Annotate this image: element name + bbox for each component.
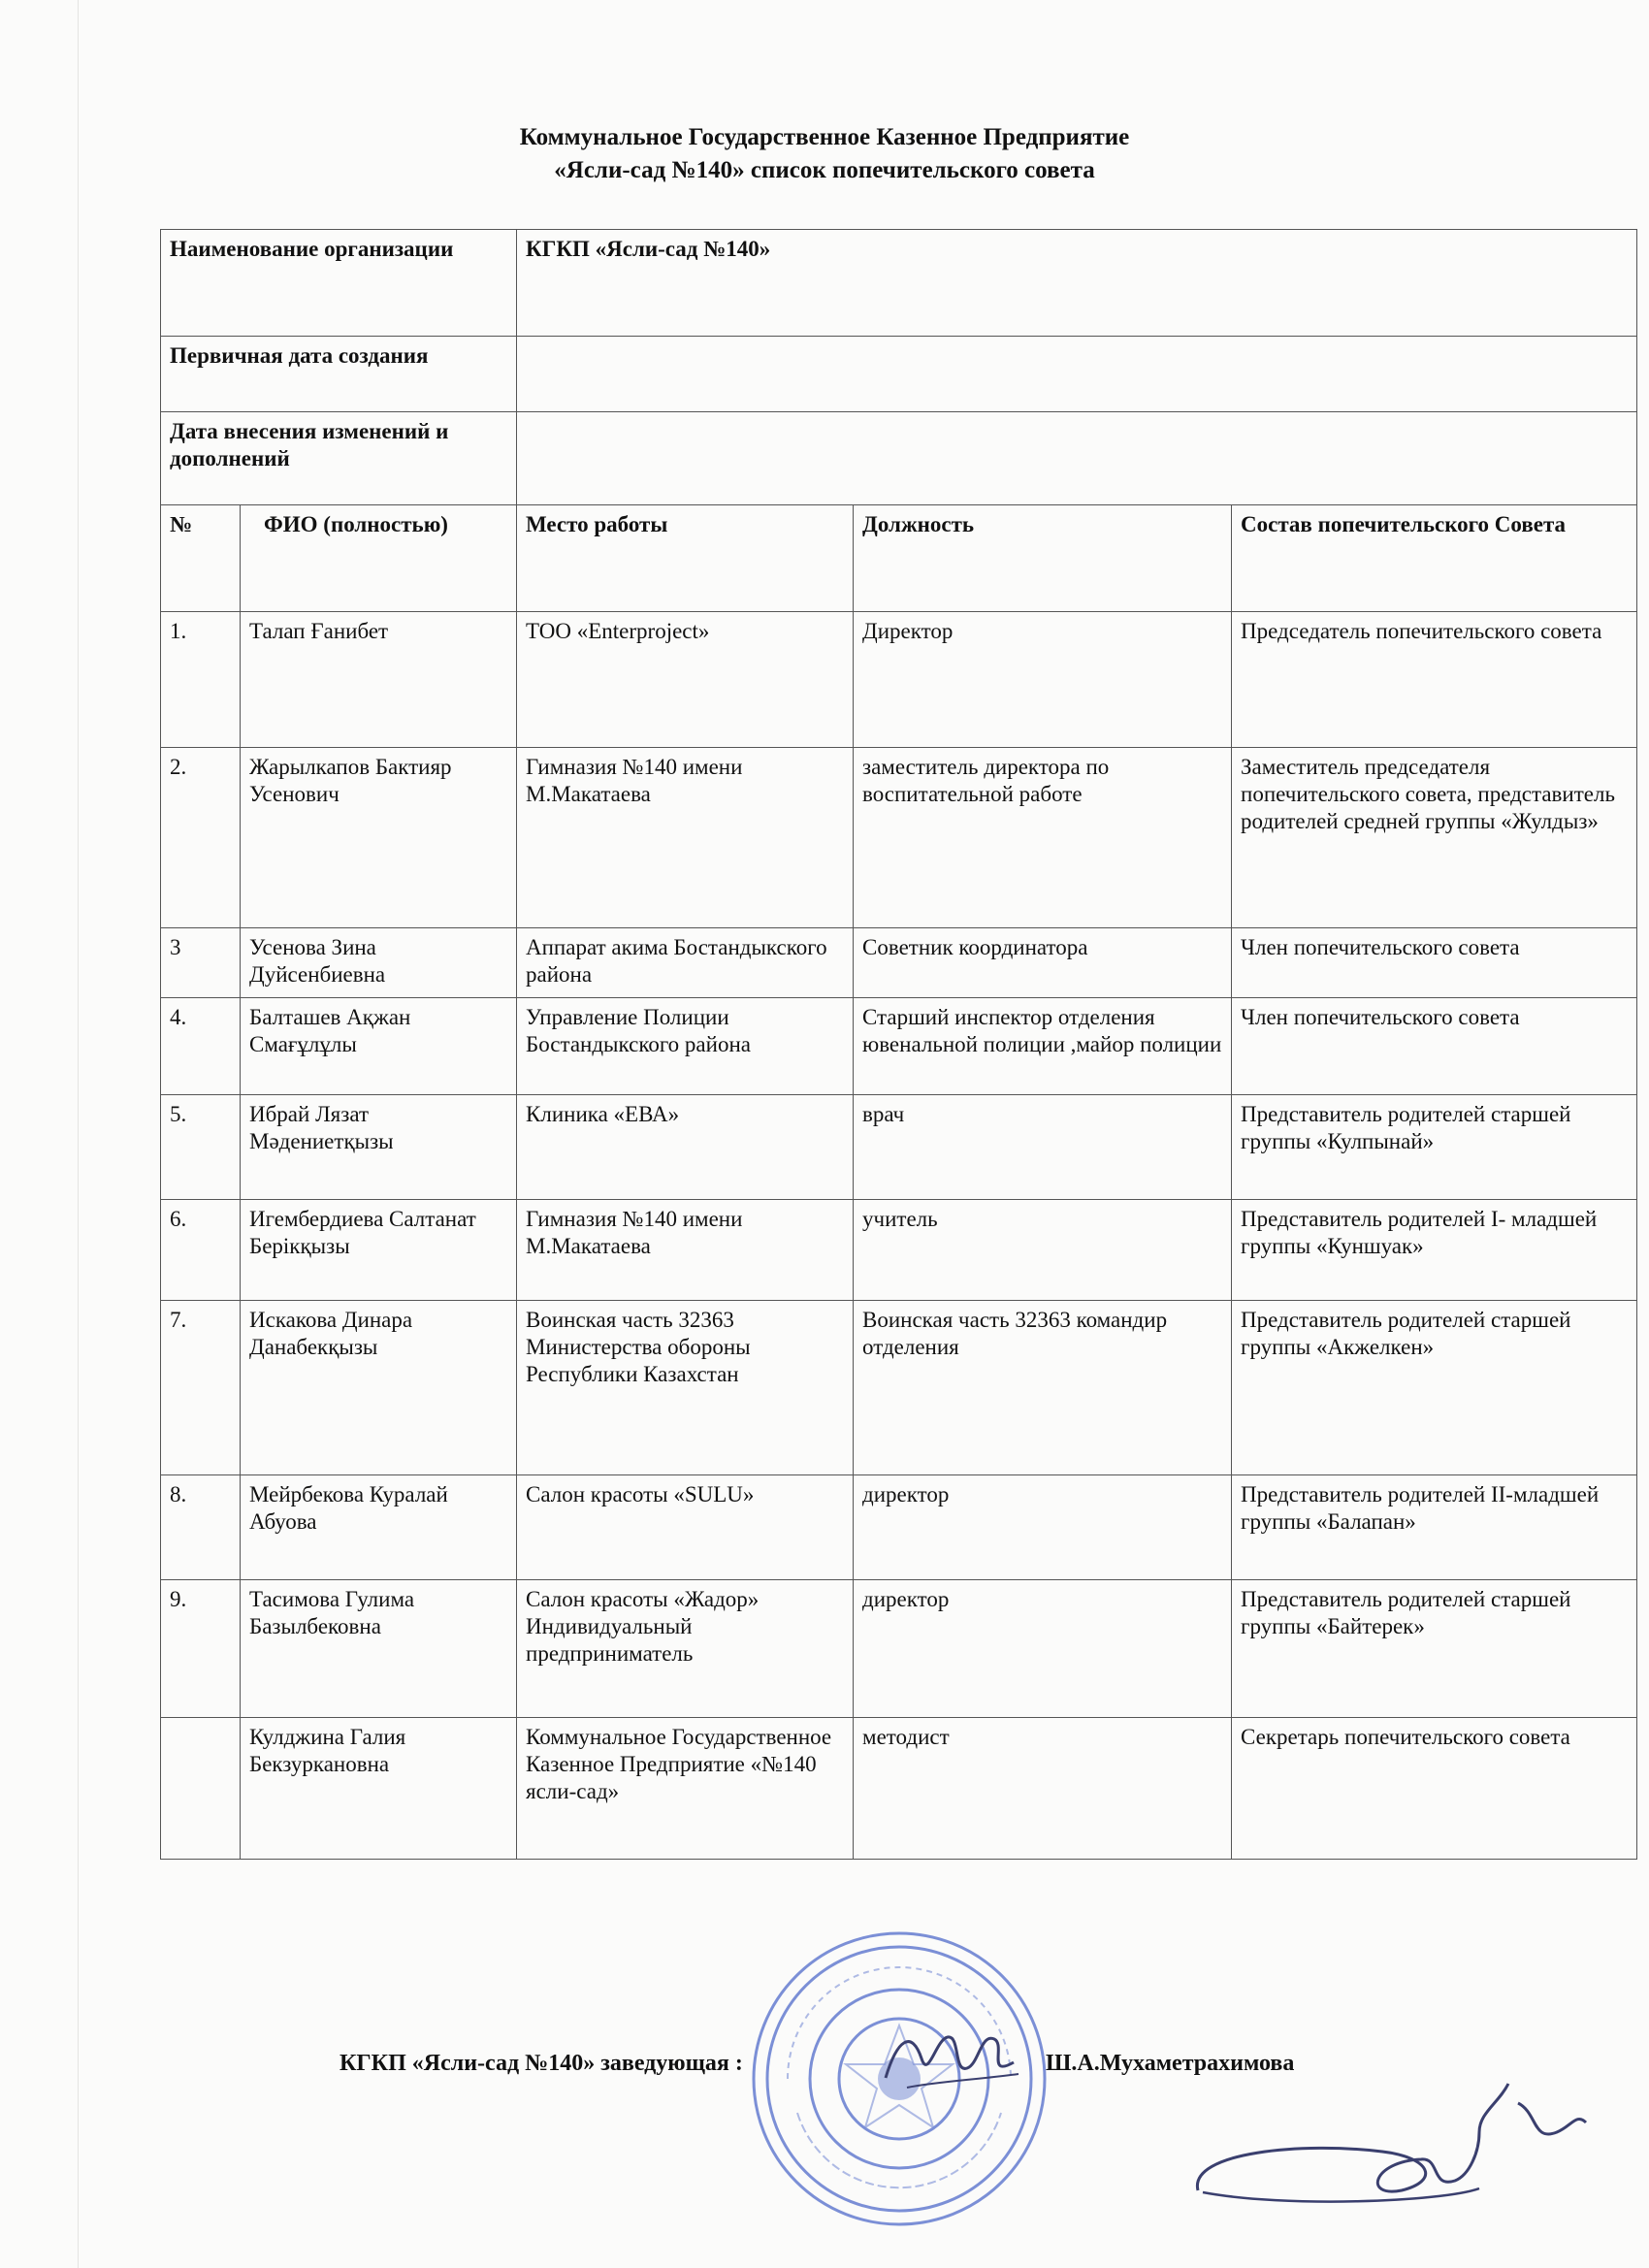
row-position: Воинская часть 32363 командир отделения: [854, 1301, 1232, 1475]
row-role: Представитель родителей II-младшей группы «Балапан»: [1232, 1475, 1637, 1580]
table-row: [161, 1200, 1637, 1301]
row-num: 5.: [161, 1095, 241, 1200]
row-work: Клиника «ЕВА»: [517, 1095, 854, 1200]
row-position: Советник координатора: [854, 928, 1232, 998]
row-work: Воинская часть 32363 Министерства обороны Республики Казахстан: [517, 1301, 854, 1475]
row-position: методист: [854, 1718, 1232, 1860]
table-row: [161, 1301, 1637, 1475]
col-header-fio: ФИО (полностью): [241, 505, 517, 612]
row-fio: Мейрбекова Куралай Абуова: [241, 1475, 517, 1580]
row-fio: Игембердиева Салтанат Берікқызы: [241, 1200, 517, 1301]
row-num: [161, 1718, 241, 1860]
col-header-work: Место работы: [517, 505, 854, 612]
row-position: Старший инспектор отделения ювенальной полиции ,майор полиции: [854, 998, 1232, 1095]
row-role: Представитель родителей I- младшей группы «Куншуак»: [1232, 1200, 1637, 1301]
row-role: Член попечительского совета: [1232, 928, 1637, 998]
document-title-line-2: «Ясли-сад №140» список попечительского совета: [554, 157, 1095, 183]
row-work: Салон красоты «SULU»: [517, 1475, 854, 1580]
table-row: [161, 748, 1637, 928]
second-signature-icon: [1188, 2074, 1596, 2219]
scan-edge-line: [78, 0, 79, 2268]
table-row: [161, 1475, 1637, 1580]
row-role: Секретарь попечительского совета: [1232, 1718, 1637, 1860]
council-table: [160, 229, 1637, 1860]
column-header-row: [161, 505, 1637, 612]
table-row: [161, 612, 1637, 748]
row-position: директор: [854, 1475, 1232, 1580]
row-work: Салон красоты «Жадор» Индивидуальный предприниматель: [517, 1580, 854, 1718]
row-fio: Балташев Ақжан Смағұлұлы: [241, 998, 517, 1095]
col-header-position: Должность: [854, 505, 1232, 612]
created-date-value: [517, 337, 1637, 412]
org-name-value: КГКП «Ясли-сад №140»: [517, 230, 1637, 337]
created-date-row: [161, 337, 1637, 412]
org-name-label: Наименование организации: [161, 230, 517, 337]
row-work: Гимназия №140 имени М.Макатаева: [517, 1200, 854, 1301]
changed-date-label: Дата внесения изменений и дополнений: [161, 412, 517, 505]
row-num: 6.: [161, 1200, 241, 1301]
table-row: [161, 1095, 1637, 1200]
row-fio: Тасимова Гулима Базылбековна: [241, 1580, 517, 1718]
row-fio: Искакова Динара Данабекқызы: [241, 1301, 517, 1475]
row-work: Гимназия №140 имени М.Макатаева: [517, 748, 854, 928]
table-row: [161, 928, 1637, 998]
row-num: 1.: [161, 612, 241, 748]
row-num: 4.: [161, 998, 241, 1095]
col-header-num: №: [161, 505, 241, 612]
row-role: Член попечительского совета: [1232, 998, 1637, 1095]
changed-date-row: [161, 412, 1637, 505]
row-work: Аппарат акима Бостандыкского района: [517, 928, 854, 998]
row-fio: Жарылкапов Бактияр Усенович: [241, 748, 517, 928]
row-role: Председатель попечительского совета: [1232, 612, 1637, 748]
col-header-role: Состав попечительского Совета: [1232, 505, 1637, 612]
row-num: 7.: [161, 1301, 241, 1475]
row-fio: Ибрай Лязат Мәдениетқызы: [241, 1095, 517, 1200]
changed-date-value: [517, 412, 1637, 505]
row-fio: Усенова Зина Дуйсенбиевна: [241, 928, 517, 998]
row-num: 3: [161, 928, 241, 998]
row-position: Директор: [854, 612, 1232, 748]
footer-org-head: КГКП «Ясли-сад №140» заведующая :: [340, 2051, 743, 2076]
row-num: 2.: [161, 748, 241, 928]
row-position: врач: [854, 1095, 1232, 1200]
row-fio: Кулджина Галия Бекзуркановна: [241, 1718, 517, 1860]
row-position: заместитель директора по воспитательной работе: [854, 748, 1232, 928]
row-role: Заместитель председателя попечительского совета, представитель родителей средней группы «Жулдыз»: [1232, 748, 1637, 928]
row-role: Представитель родителей старшей группы «Акжелкен»: [1232, 1301, 1637, 1475]
row-position: директор: [854, 1580, 1232, 1718]
document-title-line-1: Коммунальное Государственное Казенное Предприятие: [519, 124, 1130, 150]
row-num: 9.: [161, 1580, 241, 1718]
row-fio: Талап Ғанибет: [241, 612, 517, 748]
table-row: [161, 1718, 1637, 1860]
row-work: Управление Полиции Бостандыкского района: [517, 998, 854, 1095]
org-name-row: [161, 230, 1637, 337]
head-signature-icon: [878, 2020, 1023, 2097]
footer-head-name: Ш.А.Мухаметрахимова: [1046, 2051, 1295, 2076]
table-row: [161, 998, 1637, 1095]
row-position: учитель: [854, 1200, 1232, 1301]
row-role: Представитель родителей старшей группы «Байтерек»: [1232, 1580, 1637, 1718]
row-work: ТОО «Enterproject»: [517, 612, 854, 748]
row-num: 8.: [161, 1475, 241, 1580]
created-date-label: Первичная дата создания: [161, 337, 517, 412]
row-work: Коммунальное Государственное Казенное Предприятие «№140 ясли-сад»: [517, 1718, 854, 1860]
table-row: [161, 1580, 1637, 1718]
row-role: Представитель родителей старшей группы «Кулпынай»: [1232, 1095, 1637, 1200]
